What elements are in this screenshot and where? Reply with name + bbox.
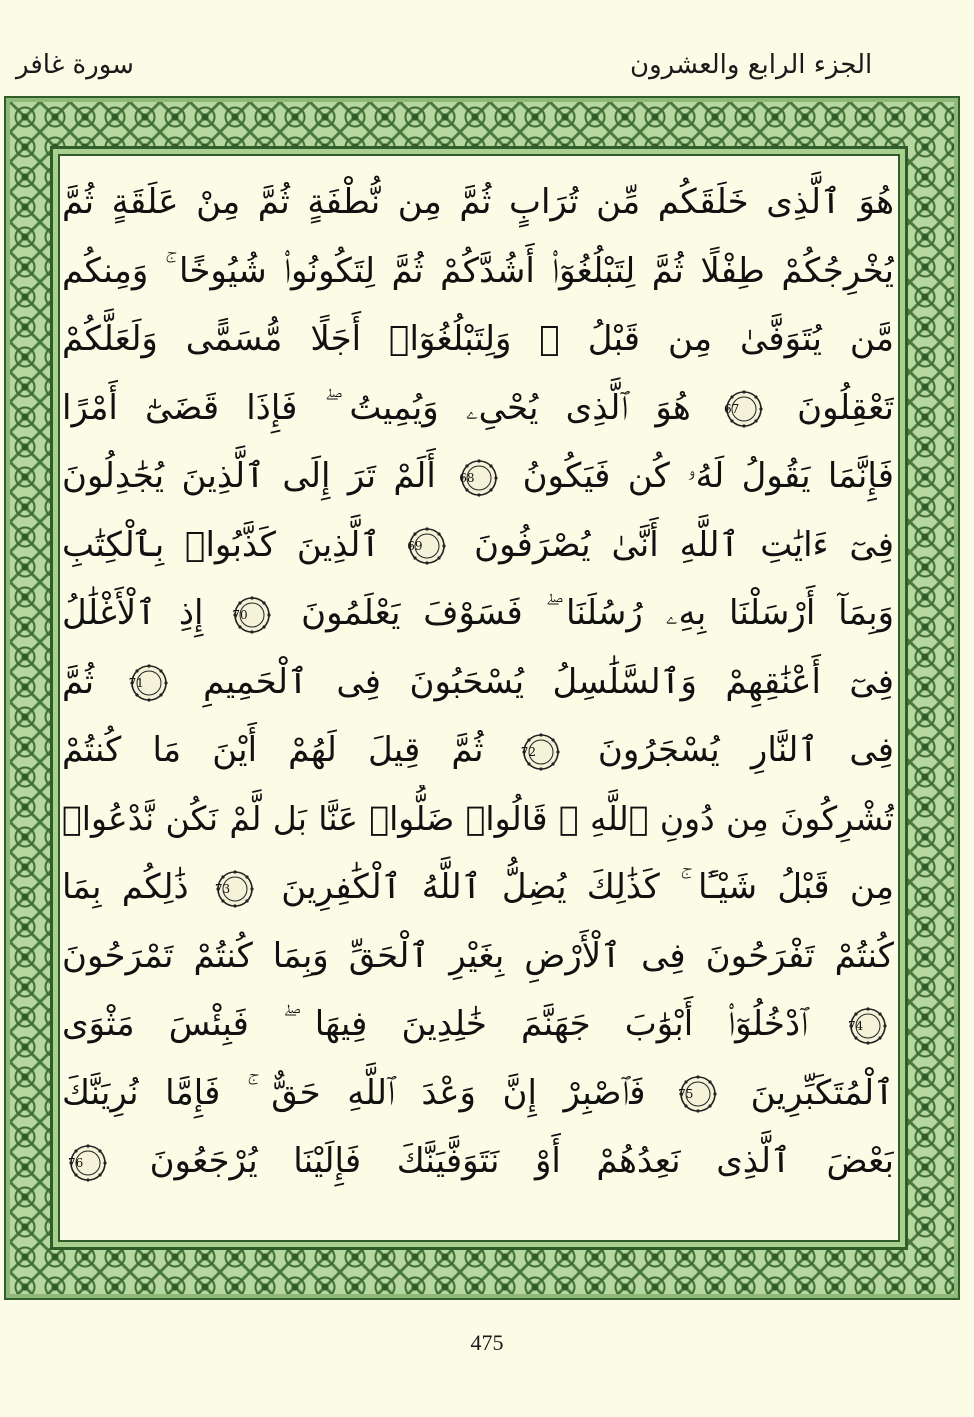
verse-text: ٱلَّذِينَ كَذَّبُوا۟ بِٱلْكِتَٰبِ	[62, 524, 381, 565]
ayah-number: 73	[214, 881, 231, 896]
verse-line	[62, 168, 894, 237]
verse-text: فِى ٱلنَّارِ يُسْجَرُونَ	[597, 730, 894, 770]
verse-text: هُوَ ٱلَّذِى خَلَقَكُم مِّن تُرَابٍ ثُمَّ مِن نُّطْفَةٍ ثُمَّ مِنْ عَلَقَةٍ ثُمَّ	[62, 182, 894, 222]
ayah-number: 74	[848, 1018, 864, 1033]
page-number: 475	[470, 1330, 504, 1355]
ayah-marker	[459, 458, 499, 498]
verse-line	[62, 922, 894, 991]
verse-text: هُوَ ٱلَّذِى يُحْىِۦ وَيُمِيتُ ۖ فَإِذَا قَضَىٰٓ أَمْرًا	[62, 387, 691, 428]
verse-line	[62, 511, 894, 580]
verse-text: تَعْقِلُونَ	[797, 387, 894, 428]
verse-line	[62, 853, 894, 922]
verse-text: فَٱصْبِرْ إِنَّ وَعْدَ ٱللَّهِ حَقٌّ ۚ فَإِمَّا نُرِيَنَّكَ	[62, 1072, 646, 1113]
verse-line	[62, 579, 894, 648]
verse-text: ٱلْمُتَكَبِّرِينَ	[750, 1072, 894, 1113]
verse-line	[62, 1127, 894, 1196]
ayah-number: 70	[232, 607, 248, 622]
juz-title: الجزء الرابع والعشرون	[630, 50, 873, 80]
verse-text: ثُمَّ	[62, 661, 95, 702]
ayah-number: 71	[128, 676, 144, 690]
verse-text: أَلَمْ تَرَ إِلَى ٱلَّذِينَ يُجَٰدِلُونَ	[62, 456, 436, 496]
verse-lines	[62, 168, 894, 1196]
verse-line	[62, 990, 894, 1059]
verse-line	[62, 785, 894, 854]
verse-line	[62, 1059, 894, 1128]
verse-line	[62, 716, 894, 785]
verse-text: تُشْرِكُونَ مِن دُونِ ٱللَّهِ ۖ قَالُوا۟ ضَلُّوا۟ عَنَّا بَل لَّمْ نَكُن نَّدْعُوا۟	[62, 798, 894, 838]
verse-line	[62, 374, 894, 443]
ayah-marker	[215, 869, 255, 909]
ayah-number: 76	[68, 1155, 84, 1170]
ayah-marker	[68, 1143, 108, 1183]
verse-text: فَإِنَّمَا يَقُولُ لَهُۥ كُن فَيَكُونُ	[522, 456, 894, 496]
verse-text: وَبِمَآ أَرْسَلْنَا بِهِۦ رُسُلَنَا ۖ فَسَوْفَ يَعْلَمُونَ	[301, 593, 894, 633]
ayah-marker	[848, 1006, 888, 1046]
ayah-marker	[129, 663, 169, 703]
ayah-number: 67	[724, 402, 740, 416]
verse-text: بَعْضَ ٱلَّذِى نَعِدُهُمْ أَوْ نَتَوَفَّيَنَّكَ فَإِلَيْنَا يُرْجَعُونَ	[149, 1141, 894, 1181]
page-header	[0, 40, 974, 90]
verse-text: إِذِ ٱلْأَغْلَٰلُ	[62, 593, 204, 633]
verse-line	[62, 305, 894, 374]
ayah-marker	[521, 732, 561, 772]
verse-text: مِن قَبْلُ شَيْـًٔا ۚ كَذَٰلِكَ يُضِلُّ ٱللَّهُ ٱلْكَٰفِرِينَ	[281, 867, 894, 907]
ayah-number: 72	[520, 744, 536, 759]
ayah-marker	[724, 389, 764, 429]
verse-text: فِىٓ أَعْنَٰقِهِمْ وَٱلسَّلَٰسِلُ يُسْحَبُونَ فِى ٱلْحَمِيمِ	[203, 661, 894, 702]
verse-text: مَّن يُتَوَفَّىٰ مِن قَبْلُ ۖ وَلِتَبْلُغُوٓا۟ أَجَلًا مُّسَمًّى وَلَعَلَّكُمْ	[62, 319, 894, 359]
ayah-number: 69	[407, 539, 423, 553]
verse-text: كُنتُمْ تَفْرَحُونَ فِى ٱلْأَرْضِ بِغَيْرِ ٱلْحَقِّ وَبِمَا كُنتُمْ تَمْرَحُونَ	[62, 935, 894, 976]
verse-text: فِىٓ ءَايَٰتِ ٱللَّهِ أَنَّىٰ يُصْرَفُونَ	[474, 524, 894, 565]
ayah-marker	[678, 1074, 718, 1114]
ayah-number: 68	[459, 470, 475, 485]
ayah-marker	[232, 595, 272, 635]
verse-line	[62, 237, 894, 306]
verse-line	[62, 648, 894, 717]
ayah-number: 75	[678, 1087, 694, 1101]
verse-text: ثُمَّ قِيلَ لَهُمْ أَيْنَ مَا كُنتُمْ	[62, 730, 484, 770]
verse-line	[62, 442, 894, 511]
surah-title: سورة غافر	[16, 50, 134, 80]
verse-text: ٱدْخُلُوٓا۟ أَبْوَٰبَ جَهَنَّمَ خَٰلِدِينَ فِيهَا ۖ فَبِئْسَ مَثْوَى	[62, 1004, 808, 1044]
verse-text: يُخْرِجُكُمْ طِفْلًا ثُمَّ لِتَبْلُغُوٓا۟ أَشُدَّكُمْ ثُمَّ لِتَكُونُوا۟ شُيُوخًا ۚ وَمِنكُم	[62, 250, 894, 291]
verse-text: ذَٰلِكُم بِمَا	[62, 867, 189, 907]
ayah-marker	[407, 526, 447, 566]
